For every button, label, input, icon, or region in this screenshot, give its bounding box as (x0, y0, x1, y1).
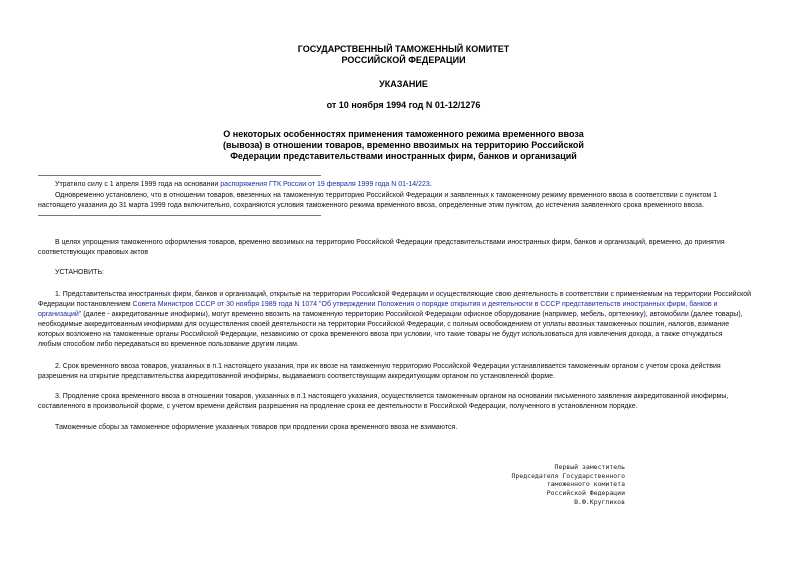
document-type: УКАЗАНИЕ (379, 79, 428, 89)
document-title-line2: (вывоза) в отношении товаров, временно ввозимых на территорию Российской (223, 140, 584, 150)
establish-heading: УСТАНОВИТЬ: (55, 269, 104, 276)
intro-line1: В целях упрощения таможенного оформления товаров, временно ввозимых на территорию Российской Федерации представительствами иностранных фирм, банков и организаций, временно, до принятия (55, 239, 725, 246)
signature-title-line3: таможенного комитета (546, 480, 625, 489)
status-note-line1: Одновременно установлено, что в отношении товаров, ввезенных на таможенную территорию Российской Федерации и заявленных к таможенному режиму временного ввоза в соответствии с пунктом 1 (55, 192, 718, 199)
signature-title-line1: Первый заместитель (554, 463, 625, 471)
paragraph-1-line5: которых возложено на таможенные органы Российской Федерации, независимо от срока временного ввоза при условии, что такие товары не будут использоваться для извлечения дохода, а также отчуждаться (38, 331, 723, 338)
paragraph-4: Таможенные сборы за таможенное оформление указанных товаров при продлении срока временного ввоза не взимаются. (55, 424, 458, 431)
paragraph-2-line1: 2. Срок временного ввоза товаров, указанных в п.1 настоящего указания, при их ввозе на таможенную территорию Российской Федерации устанавливается таможенным органом с учетом срока действия (55, 363, 721, 370)
council-decree-link-cont[interactable]: организаций" (38, 311, 82, 318)
lost-force-note: Утратило силу с 1 апреля 1999 года на основании распоряжения ГТК России от 19 февраля 1999 года N 01-14/223. (55, 181, 432, 188)
paragraph-1-line4: необходимые аккредитованным инофирмам для осуществления своей деятельности на территории Российской Федерации, с полным освобождением от уплаты ввозных таможенных пошлин, налогов, взимание (38, 321, 730, 328)
lost-force-link[interactable]: распоряжения ГТК России от 19 февраля 1999 года N 01-14/223 (220, 181, 430, 188)
status-divider-bottom (38, 215, 321, 216)
paragraph-3-line1: 3. Продление срока временного ввоза в отношении товаров, указанных в п.1 настоящего указания, осуществляется таможенным органом на основании письменного заявления аккредитованной инофирмы, (55, 393, 729, 400)
paragraph-2-line2: разрешения на открытие представительства аккредитованной инофирмы, выдаваемого соответствующим аккредитующим органом по установленной форме. (38, 373, 555, 380)
signature-block (470, 463, 625, 507)
paragraph-1-line2: Федерации постановлением Совета Министров СССР от 30 ноября 1989 года N 1074 "Об утверждении Положения о порядке открытия и деятельности в СССР представительств иностранных фирм, банков и (38, 301, 718, 308)
document-title-line1: О некоторых особенностях применения таможенного режима временного ввоза (223, 129, 584, 139)
document-title-line3: Федерации представительствами иностранных фирм, банков и организаций (230, 151, 577, 161)
document-date: от 10 ноября 1994 год N 01-12/1276 (326, 100, 481, 110)
paragraph-1-line1: 1. Представительства иностранных фирм, банков и организаций, открытые на территории Российской Федерации и осуществляющие свою деятельность в соответствии с применяемым на территории Российской (55, 291, 752, 298)
signature-title-line2: Председателя Государственного (511, 471, 625, 480)
signatory-name: В.Ф.Круглихов (574, 497, 625, 506)
paragraph-1-line3: организаций" (далее - аккредитованные инофирмы), могут временно ввозить на таможенную территорию Российской Федерации офисное оборудование (например, мебель, оргтехнику), автомобили (далее товары), (38, 311, 743, 318)
intro-line2: соответствующих правовых актов (38, 249, 149, 256)
status-note-line2: настоящего указания до 31 марта 1999 года включительно, сохраняются условия таможенного режима временного ввоза, определенные этим пунктом, до истечения заявленного срока временного ввоза. (38, 202, 704, 209)
paragraph-1-line6: любым способом либо передаваться во временное пользование другим лицам. (38, 341, 299, 348)
agency-name-line2: РОССИЙСКОЙ ФЕДЕРАЦИИ (341, 55, 466, 65)
signature-title-line4: Российской Федерации (546, 489, 625, 498)
agency-name-line1: ГОСУДАРСТВЕННЫЙ ТАМОЖЕННЫЙ КОМИТЕТ (297, 44, 510, 54)
paragraph-3-line2: составленного в произвольной форме, с учетом времени действия разрешения на продление срока ее деятельности в Российской Федерации, полученного в установленном порядке. (38, 403, 638, 410)
status-divider-top (38, 175, 321, 176)
council-decree-link[interactable]: Совета Министров СССР от 30 ноября 1989 года N 1074 "Об утверждении Положения о порядке открытия и деятельности в СССР представительств иностранных фирм, банков и (132, 301, 718, 308)
